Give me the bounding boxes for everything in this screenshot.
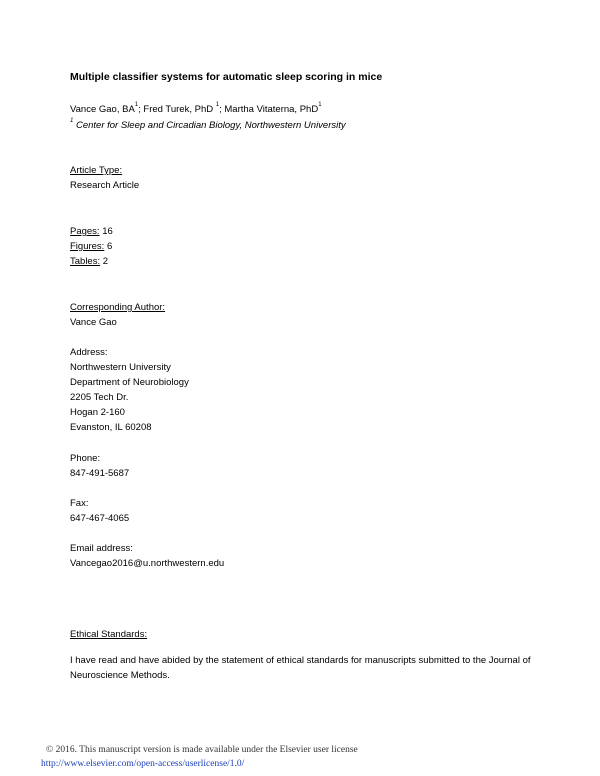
- ethical-label: Ethical Standards:: [70, 629, 148, 640]
- ethical-section: [70, 627, 147, 642]
- tables-label: Tables:: [70, 256, 101, 267]
- phone-section: [70, 451, 129, 481]
- fax-value: 647-467-4065: [70, 513, 130, 524]
- corresponding-section: [70, 300, 165, 330]
- figures-label: Figures:: [70, 241, 105, 252]
- address-line: Hogan 2-160: [70, 407, 125, 418]
- affiliation: [70, 120, 346, 131]
- pages-value: 16: [99, 226, 113, 237]
- license-notice: © 2016. This manuscript version is made available under the Elsevier user license: [46, 745, 358, 755]
- pages-label: Pages:: [70, 226, 100, 237]
- address-line: 2205 Tech Dr.: [70, 392, 129, 403]
- article-type-value: Research Article: [70, 180, 140, 191]
- author-superscript: 1: [318, 102, 322, 108]
- ethical-statement: I have read and have abided by the statement of ethical standards for manuscripts submitted to the Journal of Neuroscience Methods.: [70, 655, 531, 681]
- address-label: Address:: [70, 347, 108, 358]
- corresponding-name: Vance Gao: [70, 317, 117, 328]
- article-type-label: Article Type:: [70, 165, 123, 176]
- affiliation-text: Center for Sleep and Circadian Biology, Northwestern University: [73, 120, 346, 131]
- address-section: [70, 345, 189, 435]
- counts-section: [70, 224, 113, 269]
- author-superscript: 1: [215, 102, 220, 108]
- author-name: ; Martha Vitaterna, PhD: [219, 104, 319, 115]
- email-value: Vancegao2016@u.northwestern.edu: [70, 558, 225, 569]
- address-line: Northwestern University: [70, 362, 171, 373]
- address-line: Department of Neurobiology: [70, 377, 189, 388]
- tables-value: 2: [100, 256, 109, 267]
- article-type-section: [70, 163, 139, 193]
- fax-label: Fax:: [70, 498, 89, 509]
- phone-label: Phone:: [70, 453, 101, 464]
- address-line: Evanston, IL 60208: [70, 422, 152, 433]
- affiliation-superscript: 1: [70, 118, 74, 124]
- phone-value: 847-491-5687: [70, 468, 130, 479]
- email-section: [70, 541, 224, 571]
- author-name: Vance Gao, BA: [70, 104, 135, 115]
- email-label: Email address:: [70, 543, 133, 554]
- corresponding-label: Corresponding Author:: [70, 302, 166, 313]
- author-name: ; Fred Turek, PhD: [138, 104, 216, 115]
- author-superscript: 1: [134, 102, 139, 108]
- license-link[interactable]: http://www.elsevier.com/open-access/userlicense/1.0/: [41, 759, 245, 769]
- fax-section: [70, 496, 129, 526]
- author-list: [70, 104, 322, 115]
- document-title: Multiple classifier systems for automatic sleep scoring in mice: [70, 71, 383, 83]
- figures-value: 6: [104, 241, 113, 252]
